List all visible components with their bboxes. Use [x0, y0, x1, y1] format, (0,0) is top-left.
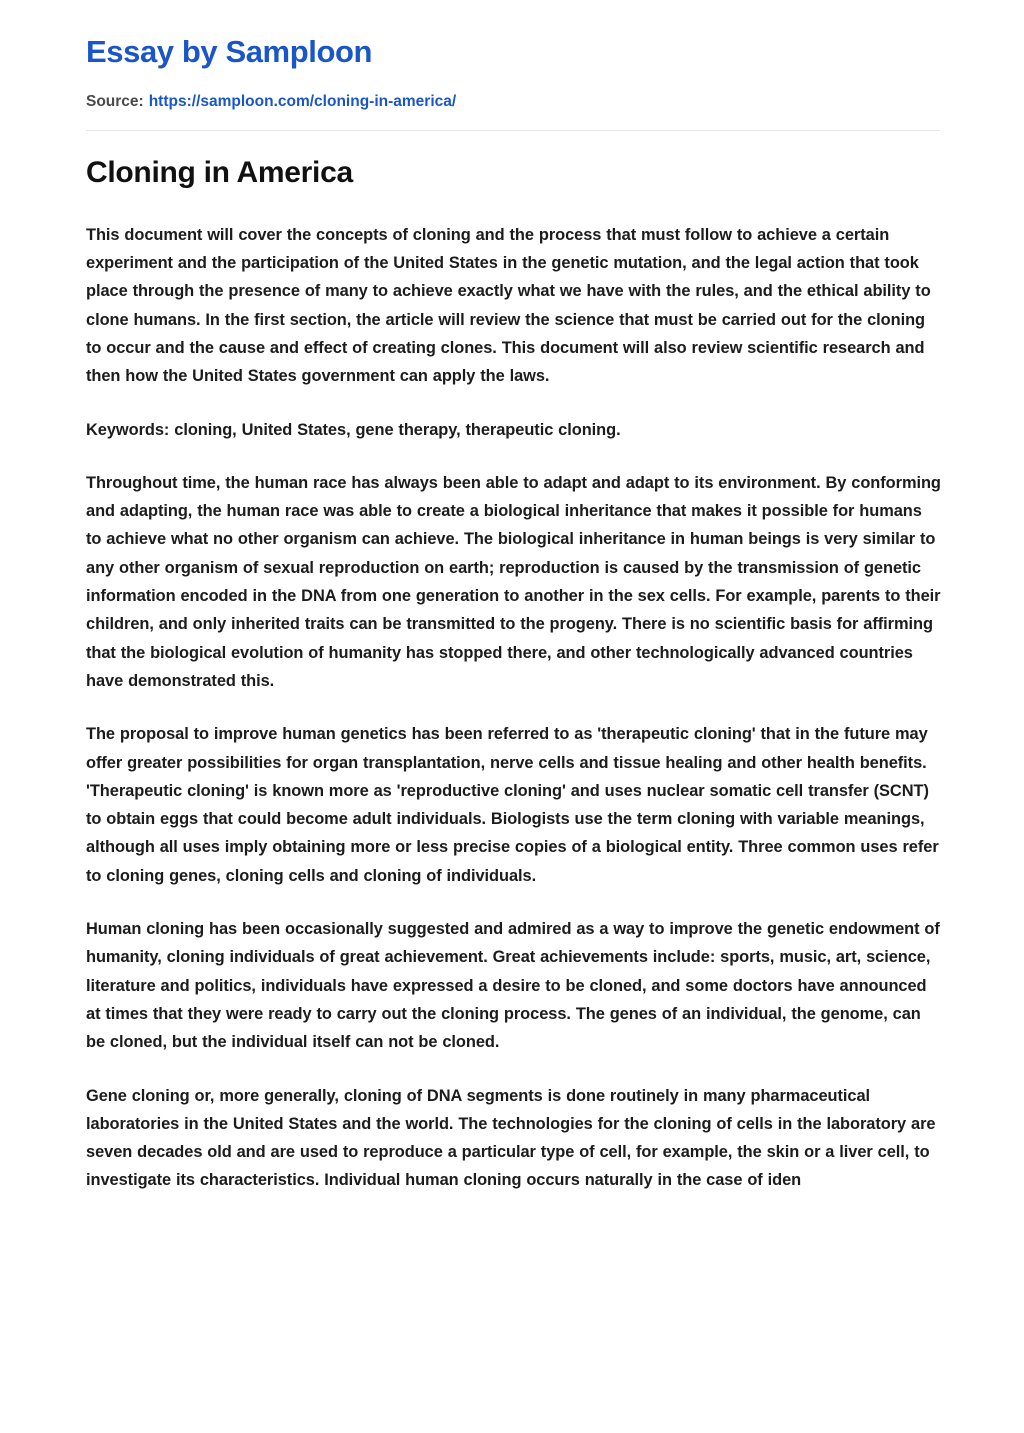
document-body	[0, 221, 1024, 1195]
header-divider	[86, 130, 940, 131]
source-url-link[interactable]: https://samploon.com/cloning-in-america/	[148, 92, 457, 110]
page-title: Cloning in America	[86, 155, 353, 189]
source-label: Source:	[86, 92, 144, 110]
source-line	[86, 92, 940, 112]
body-paragraph: This document will cover the concepts of cloning and the process that must follow to achieve a certain experiment and the participation of the United States in the genetic mutation, and the legal action that took place through the presence of many to achieve exactly what we have with the rules, and the ethical ability to clone humans. In the first section, the article will review the science that must be carried out for the cloning to occur and the cause and effect of creating clones. This document will also review scientific research and then how the United States government can apply the laws.	[86, 225, 931, 386]
body-paragraph: The proposal to improve human genetics has been referred to as 'therapeutic cloning' that in the future may offer greater possibilities for organ transplantation, nerve cells and tissue healing and other health benefits. 'Therapeutic cloning' is known more as 'reproductive cloning' and uses nuclear somatic cell transfer (SCNT) to obtain eggs that could become adult individuals. Biologists use the term cloning with variable meanings, although all uses imply obtaining more or less precise copies of a biological entity. Three common uses refer to cloning genes, cloning cells and cloning of individuals.	[86, 725, 939, 885]
body-paragraph-truncated: Gene cloning or, more generally, cloning of DNA segments is done routinely in many pharmaceutical laboratories in the United States and the world. The technologies for the cloning of cells in the laboratory are seven decades old and are used to reproduce a particular type of cell, for example, the skin or a liver cell, to investigate its characteristics. Individual human cloning occurs naturally in the case of iden	[86, 1086, 936, 1190]
document-header	[0, 0, 1024, 112]
site-brand-title: Essay by Samploon	[86, 34, 373, 69]
keywords-paragraph: Keywords: cloning, United States, gene therapy, therapeutic cloning.	[86, 420, 621, 439]
body-paragraph: Throughout time, the human race has always been able to adapt and adapt to its environment. By conforming and adapting, the human race was able to create a biological inheritance that makes it possible for humans to achieve what no other organism can achieve. The biological inheritance in human beings is very similar to any other organism of sexual reproduction on earth; reproduction is caused by the transmission of genetic information encoded in the DNA from one generation to another in the sex cells. For example, parents to their children, and only inherited traits can be transmitted to the progeny. There is no scientific basis for affirming that the biological evolution of humanity has stopped there, and other technologically advanced countries have demonstrated this.	[86, 473, 941, 690]
body-paragraph: Human cloning has been occasionally suggested and admired as a way to improve the genetic endowment of humanity, cloning individuals of great achievement. Great achievements include: sports, music, art, science, literature and politics, individuals have expressed a desire to be cloned, and some doctors have announced at times that they were ready to carry out the cloning process. The genes of an individual, the genome, can be cloned, but the individual itself can not be cloned.	[86, 920, 940, 1052]
